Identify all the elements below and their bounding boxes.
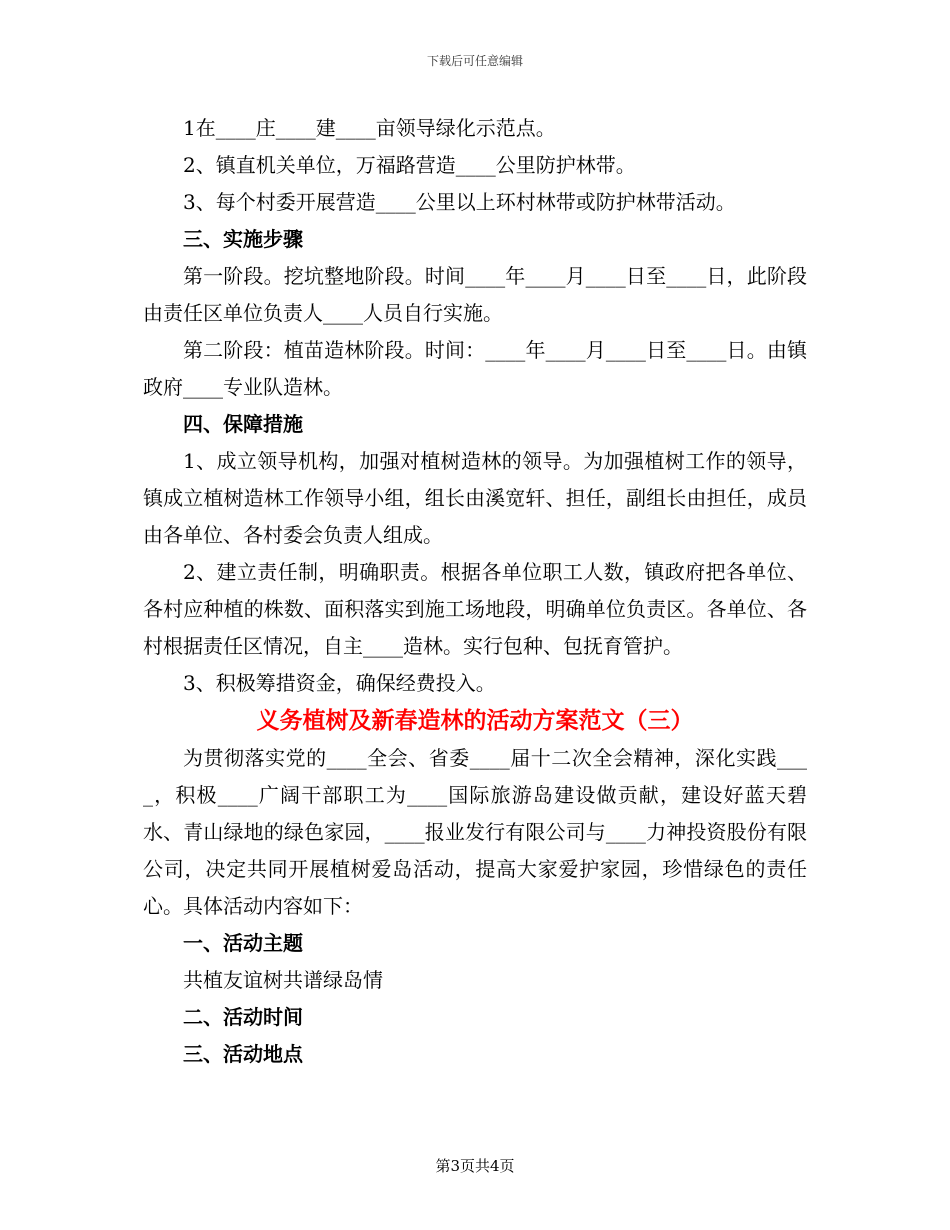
paragraph: 3、每个村委开展营造____公里以上环村林带或防护林带活动。	[183, 190, 736, 214]
document-body	[143, 110, 807, 1073]
section-title: 义务植树及新春造林的活动方案范文（三）	[256, 707, 694, 734]
section-heading: 二、活动时间	[183, 1005, 303, 1029]
section-heading: 三、实施步骤	[183, 227, 303, 251]
paragraph: 为贯彻落实党的____全会、省委____届十二次全会精神，深化实践____，积极____广阔干部职工为____国际旅游岛建设做贡献，建设好蓝天碧水、青山绿地的绿色家园，____报业发行有限公司与____力神投资股份有限公司，决定共同开展植树爱岛活动，提高大家爱护家园，珍惜绿色的责任心。具体活动内容如下：	[143, 746, 807, 918]
page-footer: 第3页共4页	[435, 1157, 515, 1175]
paragraph: 2、镇直机关单位，万福路营造____公里防护林带。	[183, 153, 636, 177]
paragraph: 第二阶段：植苗造林阶段。时间：____年____月____日至____日。由镇政府____专业队造林。	[143, 338, 807, 399]
paragraph: 3、积极筹措资金，确保经费投入。	[183, 671, 496, 695]
section-heading: 四、保障措施	[183, 412, 303, 436]
paragraph: 1在____庄____建____亩领导绿化示范点。	[183, 116, 556, 140]
paragraph: 2、建立责任制，明确职责。根据各单位职工人数，镇政府把各单位、各村应种植的株数、面积落实到施工场地段，明确单位负责区。各单位、各村根据责任区情况，自主____造林。实行包种、包抚育管护。	[143, 560, 807, 658]
section-heading: 一、活动主题	[183, 931, 303, 955]
page-header: 下载后可任意编辑	[426, 54, 523, 68]
paragraph: 第一阶段。挖坑整地阶段。时间____年____月____日至____日，此阶段由责任区单位负责人____人员自行实施。	[143, 264, 807, 325]
section-heading: 三、活动地点	[183, 1042, 303, 1066]
paragraph: 共植友谊树共谱绿岛情	[183, 968, 383, 992]
paragraph: 1、成立领导机构，加强对植树造林的领导。为加强植树工作的领导，镇成立植树造林工作领导小组，组长由溪宽轩、担任，副组长由担任，成员由各单位、各村委会负责人组成。	[143, 449, 807, 547]
